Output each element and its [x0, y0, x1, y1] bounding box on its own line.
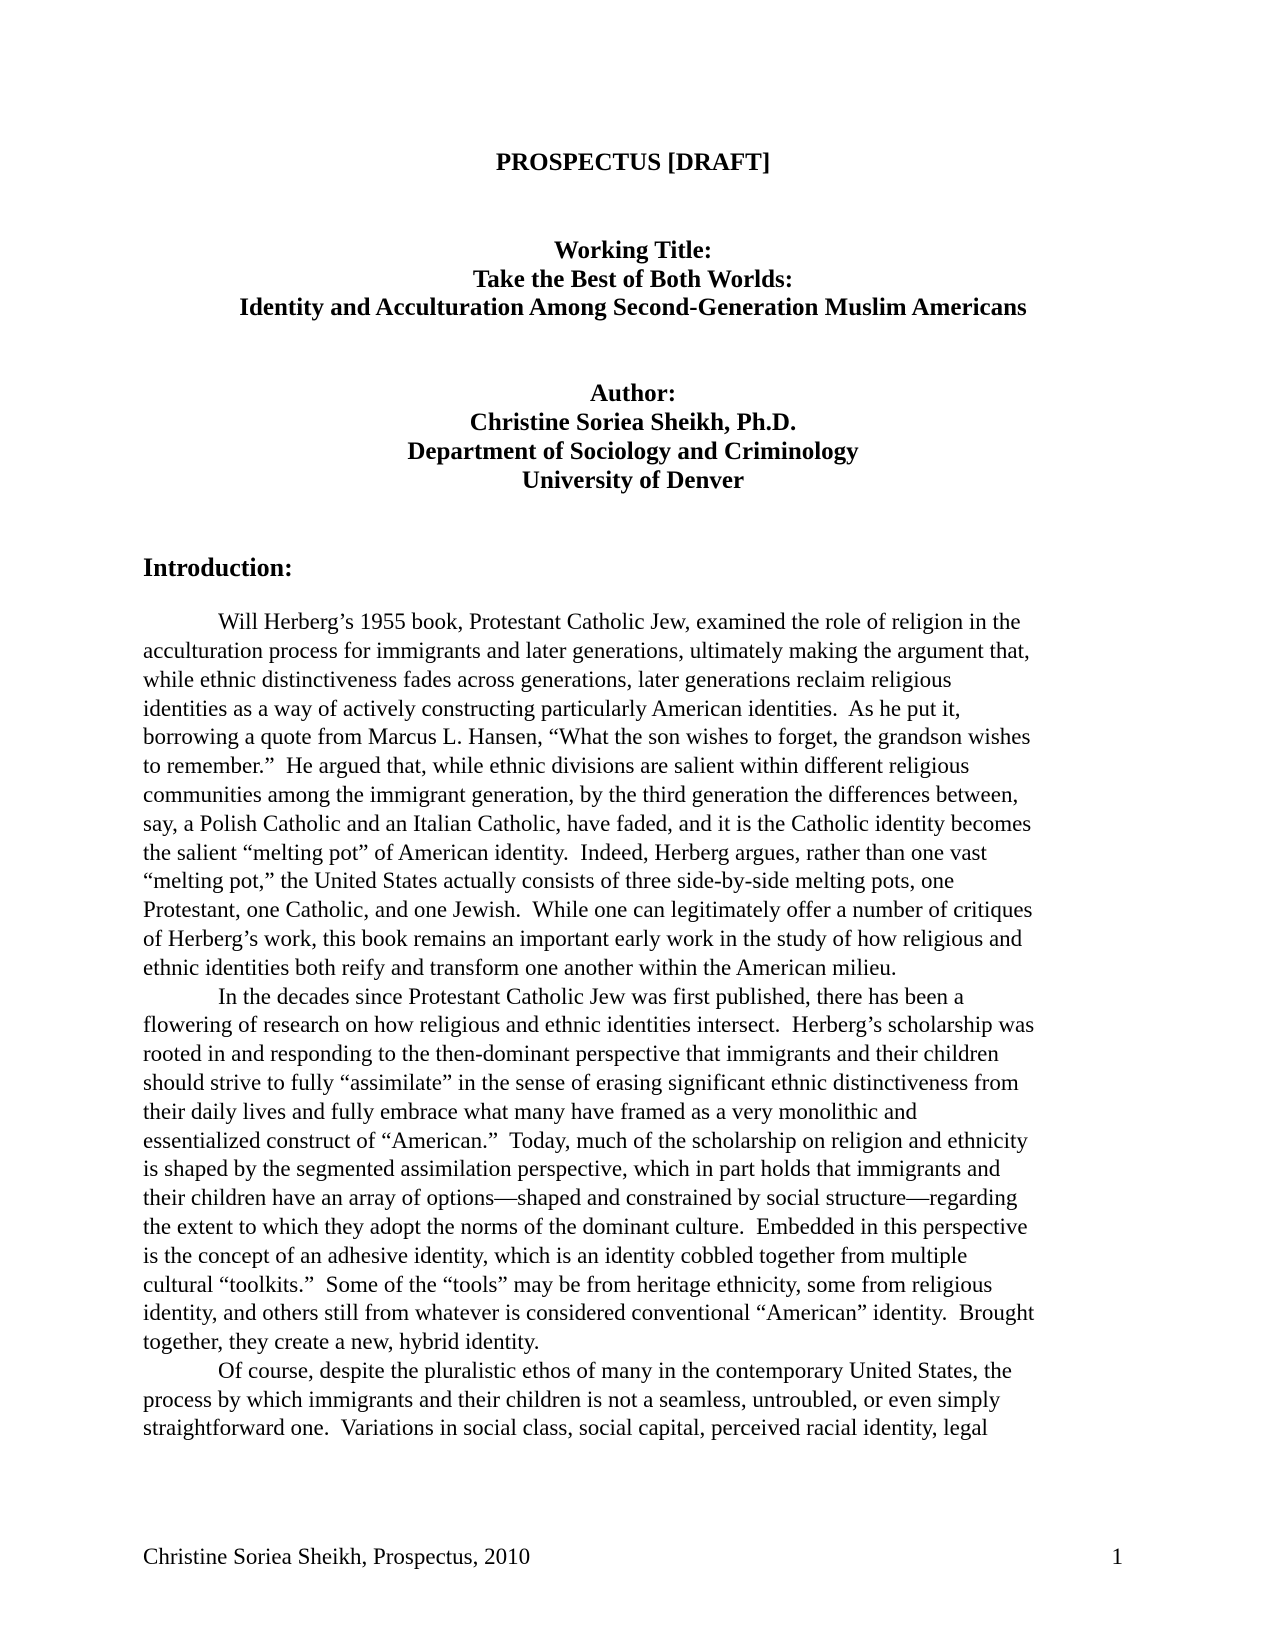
text-line: rooted in and responding to the then-dominant perspective that immigrants and their children: [143, 1041, 999, 1067]
author-block: [143, 380, 1123, 495]
text-line: identities as a way of actively constructing particularly American identities. As he put it,: [143, 695, 961, 721]
text-line: the salient “melting pot” of American identity. Indeed, Herberg argues, rather than one vast: [143, 839, 987, 865]
text-line: In the decades since Protestant Catholic Jew was first published, there has been a: [218, 983, 964, 1009]
text-line: straightforward one. Variations in social class, social capital, perceived racial identity, legal: [143, 1415, 988, 1441]
text-line: to remember.” He argued that, while ethnic divisions are salient within different religious: [143, 753, 970, 779]
working-title-line: Identity and Acculturation Among Second-Generation Muslim Americans: [239, 294, 1027, 322]
page-footer: [143, 1543, 1123, 1572]
text-line: “melting pot,” the United States actually consists of three side-by-side melting pots, one: [143, 868, 955, 894]
document-content: [143, 149, 1123, 1443]
text-line: Of course, despite the pluralistic ethos of many in the contemporary United States, the: [218, 1357, 1012, 1383]
document-title: PROSPECTUS [DRAFT]: [495, 149, 771, 176]
text-line: Protestant, one Catholic, and one Jewish. While one can legitimately offer a number of critiques: [143, 897, 1033, 923]
working-title-line: Working Title:: [553, 236, 713, 264]
text-line: together, they create a new, hybrid identity.: [143, 1329, 540, 1355]
text-line: acculturation process for immigrants and later generations, ultimately making the argument that,: [143, 637, 1030, 663]
text-line: flowering of research on how religious and ethnic identities intersect. Herberg’s scholarship was: [143, 1012, 1035, 1038]
text-line: the extent to which they adopt the norms of the dominant culture. Embedded in this perspective: [143, 1213, 1028, 1239]
author-line: Author:: [589, 380, 677, 408]
footer-author-line: Christine Soriea Sheikh, Prospectus, 2010: [143, 1544, 531, 1569]
author-line: University of Denver: [521, 466, 745, 494]
text-line: of Herberg’s work, this book remains an important early work in the study of how religious and: [143, 925, 1023, 951]
text-line: process by which immigrants and their children is not a seamless, untroubled, or even simply: [143, 1386, 1001, 1412]
text-line: cultural “toolkits.” Some of the “tools” may be from heritage ethnicity, some from religious: [143, 1271, 993, 1297]
section-heading-introduction: Introduction:: [143, 553, 293, 583]
text-line: borrowing a quote from Marcus L. Hansen, “What the son wishes to forget, the grandson wishes: [143, 724, 1031, 750]
text-line: say, a Polish Catholic and an Italian Catholic, have faded, and it is the Catholic identity becomes: [143, 810, 1032, 836]
text-line: their children have an array of options—shaped and constrained by social structure—regarding: [143, 1185, 1018, 1211]
body-text: [143, 608, 1123, 1443]
author-line: Christine Soriea Sheikh, Ph.D.: [469, 408, 797, 436]
text-line: Will Herberg’s 1955 book, Protestant Catholic Jew, examined the role of religion in the: [218, 609, 1021, 635]
paragraph-1: [143, 608, 1123, 982]
paragraph-2: [143, 983, 1123, 1357]
text-line: their daily lives and fully embrace what many have framed as a very monolithic and: [143, 1098, 918, 1124]
text-line: should strive to fully “assimilate” in the sense of erasing significant ethnic distinctiveness from: [143, 1069, 1019, 1095]
author-line: Department of Sociology and Criminology: [407, 437, 859, 465]
text-line: while ethnic distinctiveness fades across generations, later generations reclaim religious: [143, 666, 952, 692]
working-title-line: Take the Best of Both Worlds:: [472, 265, 794, 293]
text-line: identity, and others still from whatever is considered conventional “American” identity. Brought: [143, 1300, 1035, 1326]
text-line: essentialized construct of “American.” Today, much of the scholarship on religion and ethnicity: [143, 1127, 1028, 1153]
page-number: 1: [1111, 1544, 1123, 1569]
text-line: ethnic identities both reify and transform one another within the American milieu.: [143, 954, 897, 980]
text-line: is the concept of an adhesive identity, which is an identity cobbled together from multiple: [143, 1242, 968, 1268]
text-line: is shaped by the segmented assimilation perspective, which in part holds that immigrants and: [143, 1156, 1001, 1182]
working-title-block: [143, 237, 1123, 323]
text-line: communities among the immigrant generation, by the third generation the differences between,: [143, 781, 1019, 807]
paragraph-3: [143, 1357, 1123, 1443]
